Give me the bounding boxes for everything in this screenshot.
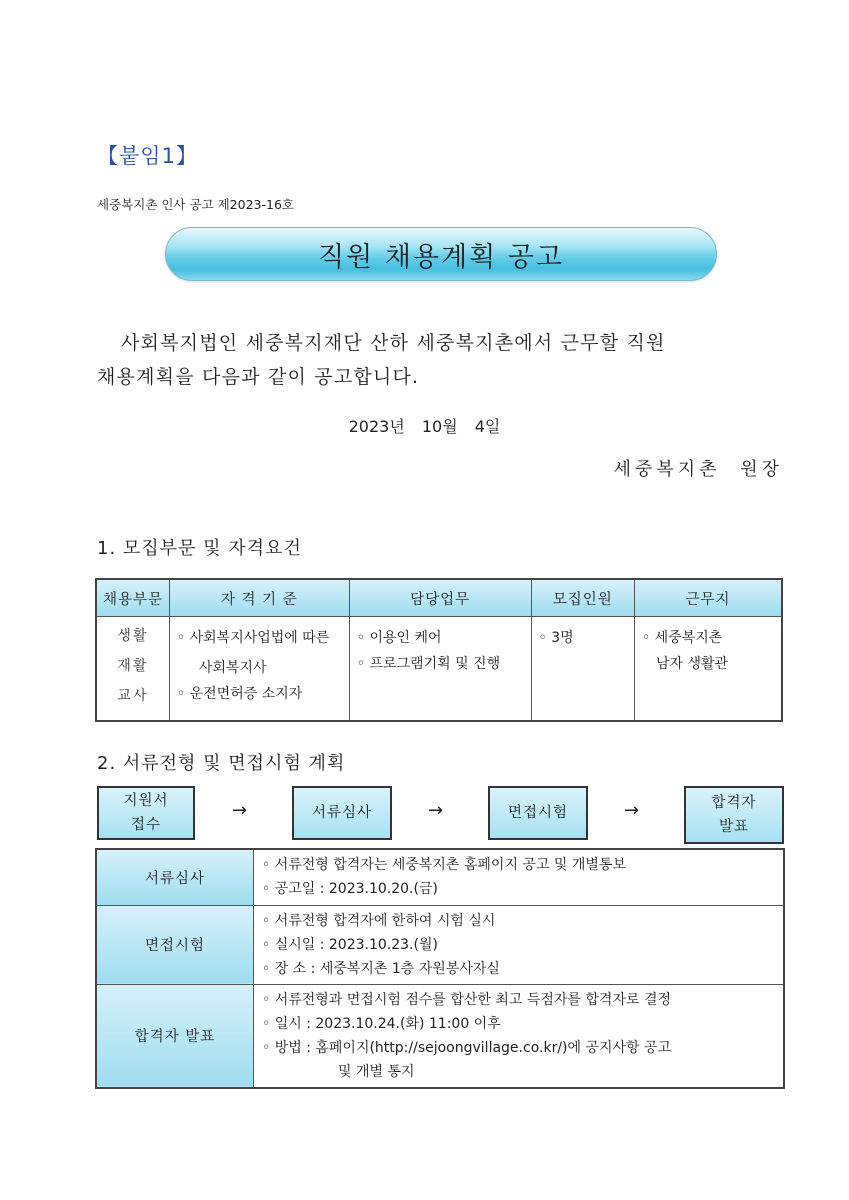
table-header-row	[96, 579, 782, 617]
notice-number: 세중복지촌 인사 공고 제2023-16호	[97, 197, 294, 212]
flow-arrow: →	[232, 800, 248, 821]
header-count: 모집인원	[531, 579, 634, 617]
flow-step-document-review: 서류심사	[292, 786, 392, 840]
flow-step-announcement: 합격자 발표	[684, 786, 784, 844]
dept-line: 재활	[117, 658, 149, 674]
header-duty: 담당업무	[349, 579, 531, 617]
section1-heading: 1. 모집부문 및 자격요건	[97, 538, 302, 559]
section2-heading: 2. 서류전형 및 면접시험 계획	[97, 753, 346, 774]
row-label-interview: 면접시험	[96, 905, 254, 984]
intro-line-1: 사회복지법인 세중복지재단 산하 세중복지촌에서 근무할 직원	[121, 332, 666, 354]
dept-line: 생활	[117, 628, 149, 644]
intro-line-2: 채용계획을 다음과 같이 공고합니다.	[97, 366, 420, 388]
flow-arrow: →	[428, 800, 444, 821]
schedule-table	[95, 848, 785, 1089]
header-dept: 채용부문	[96, 579, 169, 617]
qualification-cell	[169, 617, 349, 722]
list-item: 남자 생활관	[655, 656, 729, 672]
list-item: ◦ 세중복지촌	[641, 630, 723, 646]
count-cell	[531, 617, 634, 722]
intro-paragraph	[97, 326, 797, 394]
list-item: ◦ 운전면허증 소지자	[176, 686, 303, 702]
table-row	[96, 905, 784, 984]
flow-step-apply: 지원서 접수	[97, 786, 195, 840]
recruitment-table	[95, 578, 783, 722]
flow-step-interview: 면접시험	[488, 786, 588, 840]
table-row	[96, 849, 784, 905]
workplace-cell	[634, 617, 782, 722]
flow-arrow: →	[624, 800, 640, 821]
list-item: ◦ 프로그램기획 및 진행	[356, 656, 501, 672]
header-workplace: 근무지	[634, 579, 782, 617]
page-title: 직원 채용계획 공고	[318, 241, 564, 273]
title-banner	[165, 227, 717, 281]
row-content: ◦ 서류전형 합격자는 세중복지촌 홈페이지 공고 및 개별통보 ◦ 공고일 : 2023.10.20.(금)	[254, 849, 785, 905]
dept-line: 교사	[117, 688, 149, 704]
attachment-label: 【붙임1】	[97, 144, 198, 168]
notice-date: 2023년 10월 4일	[348, 417, 501, 436]
table-row	[96, 984, 784, 1088]
row-content: ◦ 서류전형과 면접시험 점수를 합산한 최고 득점자를 합격자로 결정 ◦ 일시 : 2023.10.24.(화) 11:00 이후 ◦ 방법 : 홈페이지(http://sejoongvillage.co.kr/)에 공지사항 공고 및 개별 통지	[254, 984, 785, 1088]
list-item: ◦ 3명	[538, 630, 574, 646]
table-row	[96, 617, 782, 722]
row-label-announcement: 합격자 발표	[96, 984, 254, 1088]
list-item: ◦ 이용인 케어	[356, 630, 442, 646]
row-content: ◦ 서류전형 합격자에 한하여 시험 실시 ◦ 실시일 : 2023.10.23.(월) ◦ 장 소 : 세중복지촌 1층 자원봉사자실	[254, 905, 785, 984]
duty-cell	[349, 617, 531, 722]
list-item: ◦ 사회복지사업법에 따른 사회복지사	[176, 630, 330, 676]
dept-cell	[96, 617, 169, 722]
signer: 세중복지촌 원장	[613, 459, 783, 480]
header-qualification: 자 격 기 준	[169, 579, 349, 617]
row-label-document-review: 서류심사	[96, 849, 254, 905]
